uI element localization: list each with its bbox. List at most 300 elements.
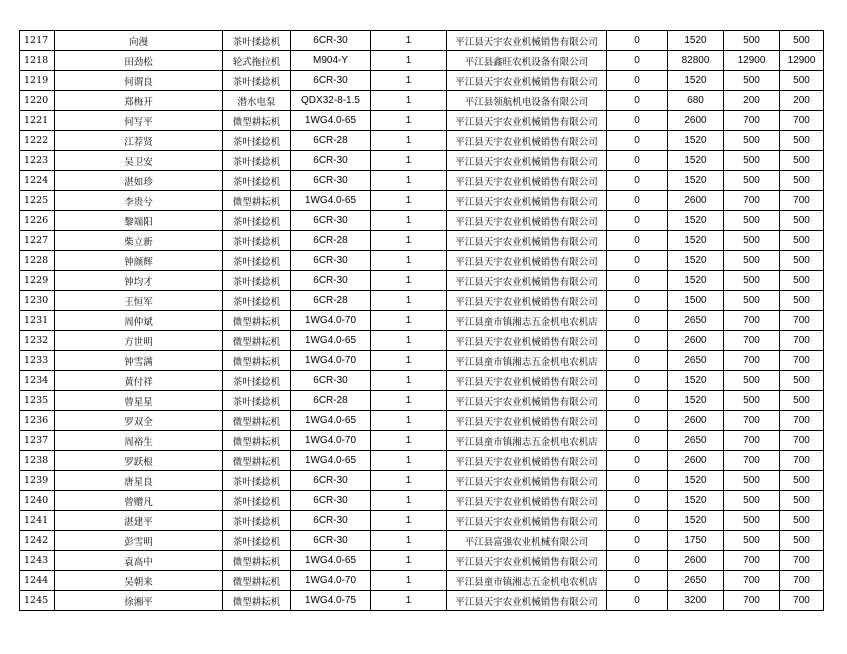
col-7-cell: 0: [607, 111, 668, 131]
machine-type-cell: 茶叶揉捻机: [223, 391, 291, 411]
farmer-name-cell: 郑梅开: [55, 91, 223, 111]
price-cell: 1520: [668, 271, 724, 291]
subsidy-b-cell: 500: [780, 211, 824, 231]
price-cell: 1520: [668, 171, 724, 191]
model-number-cell: 1WG4.0-70: [291, 431, 371, 451]
row-number-cell: 1232: [20, 331, 55, 351]
col-7-cell: 0: [607, 51, 668, 71]
row-number-cell: 1222: [20, 131, 55, 151]
subsidy-b-cell: 500: [780, 231, 824, 251]
quantity-cell: 1: [371, 571, 447, 591]
price-cell: 680: [668, 91, 724, 111]
price-cell: 1520: [668, 231, 724, 251]
col-7-cell: 0: [607, 151, 668, 171]
dealer-name-cell: 平江县天宇农业机械销售有限公司: [447, 471, 607, 491]
col-7-cell: 0: [607, 191, 668, 211]
machine-type-cell: 微型耕耘机: [223, 351, 291, 371]
subsidy-a-cell: 500: [724, 231, 780, 251]
price-cell: 1520: [668, 371, 724, 391]
farmer-name-cell: 方世明: [55, 331, 223, 351]
machine-type-cell: 茶叶揉捻机: [223, 31, 291, 51]
dealer-name-cell: 平江县童市镇湘志五金机电农机店: [447, 311, 607, 331]
table-row: [20, 491, 824, 511]
quantity-cell: 1: [371, 111, 447, 131]
model-number-cell: 6CR-28: [291, 231, 371, 251]
col-7-cell: 0: [607, 331, 668, 351]
col-7-cell: 0: [607, 431, 668, 451]
model-number-cell: 1WG4.0-65: [291, 191, 371, 211]
price-cell: 1520: [668, 511, 724, 531]
machine-type-cell: 茶叶揉捻机: [223, 251, 291, 271]
row-number-cell: 1227: [20, 231, 55, 251]
col-7-cell: 0: [607, 271, 668, 291]
subsidy-b-cell: 700: [780, 411, 824, 431]
dealer-name-cell: 平江县天宇农业机械销售有限公司: [447, 551, 607, 571]
subsidy-a-cell: 700: [724, 591, 780, 611]
table-row: [20, 251, 824, 271]
subsidy-b-cell: 500: [780, 131, 824, 151]
col-7-cell: 0: [607, 211, 668, 231]
subsidy-a-cell: 700: [724, 411, 780, 431]
table-row: [20, 271, 824, 291]
subsidy-a-cell: 500: [724, 471, 780, 491]
dealer-name-cell: 平江县天宇农业机械销售有限公司: [447, 251, 607, 271]
machine-type-cell: 茶叶揉捻机: [223, 471, 291, 491]
farmer-name-cell: 钟均才: [55, 271, 223, 291]
quantity-cell: 1: [371, 451, 447, 471]
col-7-cell: 0: [607, 351, 668, 371]
dealer-name-cell: 平江县天宇农业机械销售有限公司: [447, 31, 607, 51]
table-row: [20, 411, 824, 431]
quantity-cell: 1: [371, 271, 447, 291]
quantity-cell: 1: [371, 291, 447, 311]
subsidy-b-cell: 500: [780, 371, 824, 391]
subsidy-b-cell: 500: [780, 171, 824, 191]
quantity-cell: 1: [371, 531, 447, 551]
price-cell: 2600: [668, 331, 724, 351]
dealer-name-cell: 平江县天宇农业机械销售有限公司: [447, 131, 607, 151]
dealer-name-cell: 平江县天宇农业机械销售有限公司: [447, 411, 607, 431]
machine-type-cell: 微型耕耘机: [223, 191, 291, 211]
row-number-cell: 1238: [20, 451, 55, 471]
price-cell: 1500: [668, 291, 724, 311]
price-cell: 2650: [668, 351, 724, 371]
farmer-name-cell: 田劲松: [55, 51, 223, 71]
price-cell: 1520: [668, 31, 724, 51]
quantity-cell: 1: [371, 511, 447, 531]
row-number-cell: 1228: [20, 251, 55, 271]
col-7-cell: 0: [607, 471, 668, 491]
quantity-cell: 1: [371, 351, 447, 371]
farmer-name-cell: 彭雪明: [55, 531, 223, 551]
subsidy-a-cell: 500: [724, 151, 780, 171]
row-number-cell: 1243: [20, 551, 55, 571]
table-body: [20, 31, 824, 611]
price-cell: 2600: [668, 191, 724, 211]
subsidy-b-cell: 500: [780, 71, 824, 91]
price-cell: 1520: [668, 151, 724, 171]
farmer-name-cell: 吴卫安: [55, 151, 223, 171]
subsidy-b-cell: 500: [780, 151, 824, 171]
farmer-name-cell: 向漫: [55, 31, 223, 51]
col-7-cell: 0: [607, 551, 668, 571]
farmer-name-cell: 吴朝来: [55, 571, 223, 591]
table-row: [20, 211, 824, 231]
machine-type-cell: 茶叶揉捻机: [223, 291, 291, 311]
row-number-cell: 1234: [20, 371, 55, 391]
machine-type-cell: 茶叶揉捻机: [223, 271, 291, 291]
col-7-cell: 0: [607, 31, 668, 51]
farmer-name-cell: 周裕生: [55, 431, 223, 451]
col-7-cell: 0: [607, 411, 668, 431]
row-number-cell: 1229: [20, 271, 55, 291]
table-row: [20, 331, 824, 351]
subsidy-b-cell: 700: [780, 591, 824, 611]
subsidy-b-cell: 700: [780, 571, 824, 591]
machine-type-cell: 微型耕耘机: [223, 591, 291, 611]
row-number-cell: 1242: [20, 531, 55, 551]
subsidy-a-cell: 500: [724, 271, 780, 291]
col-7-cell: 0: [607, 311, 668, 331]
subsidy-a-cell: 500: [724, 491, 780, 511]
table-row: [20, 531, 824, 551]
row-number-cell: 1240: [20, 491, 55, 511]
model-number-cell: 6CR-30: [291, 371, 371, 391]
subsidy-b-cell: 700: [780, 451, 824, 471]
price-cell: 2650: [668, 431, 724, 451]
table-row: [20, 591, 824, 611]
subsidy-b-cell: 700: [780, 311, 824, 331]
price-cell: 1520: [668, 491, 724, 511]
machine-type-cell: 茶叶揉捻机: [223, 491, 291, 511]
farmer-name-cell: 徐湘平: [55, 591, 223, 611]
subsidy-a-cell: 500: [724, 511, 780, 531]
table-row: [20, 71, 824, 91]
farmer-name-cell: 湛如珍: [55, 171, 223, 191]
quantity-cell: 1: [371, 491, 447, 511]
model-number-cell: 6CR-30: [291, 531, 371, 551]
subsidy-a-cell: 500: [724, 171, 780, 191]
table-row: [20, 31, 824, 51]
quantity-cell: 1: [371, 311, 447, 331]
machine-type-cell: 茶叶揉捻机: [223, 131, 291, 151]
farmer-name-cell: 钟颜辉: [55, 251, 223, 271]
subsidy-b-cell: 700: [780, 551, 824, 571]
model-number-cell: 6CR-30: [291, 471, 371, 491]
quantity-cell: 1: [371, 151, 447, 171]
machine-type-cell: 潜水电泵: [223, 91, 291, 111]
col-7-cell: 0: [607, 371, 668, 391]
price-cell: 1520: [668, 211, 724, 231]
machine-type-cell: 茶叶揉捻机: [223, 171, 291, 191]
col-7-cell: 0: [607, 291, 668, 311]
subsidy-a-cell: 700: [724, 551, 780, 571]
price-cell: 2600: [668, 411, 724, 431]
price-cell: 2650: [668, 311, 724, 331]
machine-type-cell: 茶叶揉捻机: [223, 531, 291, 551]
subsidy-a-cell: 500: [724, 31, 780, 51]
price-cell: 1750: [668, 531, 724, 551]
table-row: [20, 371, 824, 391]
row-number-cell: 1219: [20, 71, 55, 91]
price-cell: 2600: [668, 451, 724, 471]
col-7-cell: 0: [607, 511, 668, 531]
dealer-name-cell: 平江县天宇农业机械销售有限公司: [447, 291, 607, 311]
model-number-cell: 1WG4.0-65: [291, 451, 371, 471]
subsidy-a-cell: 500: [724, 211, 780, 231]
dealer-name-cell: 平江县天宇农业机械销售有限公司: [447, 231, 607, 251]
machine-type-cell: 微型耕耘机: [223, 571, 291, 591]
row-number-cell: 1239: [20, 471, 55, 491]
col-7-cell: 0: [607, 171, 668, 191]
model-number-cell: 6CR-30: [291, 271, 371, 291]
farmer-name-cell: 罗跃根: [55, 451, 223, 471]
price-cell: 82800: [668, 51, 724, 71]
subsidy-b-cell: 500: [780, 391, 824, 411]
subsidy-a-cell: 500: [724, 71, 780, 91]
model-number-cell: 1WG4.0-65: [291, 551, 371, 571]
subsidy-a-cell: 700: [724, 571, 780, 591]
subsidy-b-cell: 500: [780, 531, 824, 551]
subsidy-b-cell: 700: [780, 351, 824, 371]
subsidy-a-cell: 500: [724, 131, 780, 151]
subsidy-b-cell: 700: [780, 431, 824, 451]
quantity-cell: 1: [371, 471, 447, 491]
subsidy-b-cell: 700: [780, 331, 824, 351]
farmer-name-cell: 罗双全: [55, 411, 223, 431]
machine-type-cell: 微型耕耘机: [223, 111, 291, 131]
farmer-name-cell: 湛建平: [55, 511, 223, 531]
row-number-cell: 1231: [20, 311, 55, 331]
farmer-name-cell: 李贵兮: [55, 191, 223, 211]
farmer-name-cell: 柴立新: [55, 231, 223, 251]
farmer-name-cell: 唐星良: [55, 471, 223, 491]
col-7-cell: 0: [607, 591, 668, 611]
table-row: [20, 311, 824, 331]
row-number-cell: 1230: [20, 291, 55, 311]
row-number-cell: 1245: [20, 591, 55, 611]
table-row: [20, 391, 824, 411]
subsidy-a-cell: 500: [724, 251, 780, 271]
model-number-cell: 6CR-28: [291, 291, 371, 311]
row-number-cell: 1241: [20, 511, 55, 531]
price-cell: 1520: [668, 391, 724, 411]
table-row: [20, 91, 824, 111]
farmer-name-cell: 袁高中: [55, 551, 223, 571]
dealer-name-cell: 平江县天宇农业机械销售有限公司: [447, 451, 607, 471]
model-number-cell: 6CR-30: [291, 171, 371, 191]
machine-type-cell: 微型耕耘机: [223, 551, 291, 571]
quantity-cell: 1: [371, 371, 447, 391]
table-row: [20, 111, 824, 131]
quantity-cell: 1: [371, 551, 447, 571]
col-7-cell: 0: [607, 71, 668, 91]
dealer-name-cell: 平江县童市镇湘志五金机电农机店: [447, 431, 607, 451]
quantity-cell: 1: [371, 171, 447, 191]
subsidy-b-cell: 500: [780, 291, 824, 311]
model-number-cell: 1WG4.0-75: [291, 591, 371, 611]
farmer-name-cell: 钟雪满: [55, 351, 223, 371]
farmer-name-cell: 何写平: [55, 111, 223, 131]
machine-type-cell: 茶叶揉捻机: [223, 511, 291, 531]
model-number-cell: 6CR-30: [291, 71, 371, 91]
row-number-cell: 1237: [20, 431, 55, 451]
subsidy-b-cell: 200: [780, 91, 824, 111]
price-cell: 1520: [668, 251, 724, 271]
table-row: [20, 51, 824, 71]
farmer-name-cell: 曾星星: [55, 391, 223, 411]
farmer-name-cell: 何谓良: [55, 71, 223, 91]
model-number-cell: 6CR-30: [291, 211, 371, 231]
subsidy-b-cell: 700: [780, 191, 824, 211]
model-number-cell: 6CR-28: [291, 391, 371, 411]
table-row: [20, 511, 824, 531]
subsidy-table: [19, 30, 824, 611]
model-number-cell: 6CR-30: [291, 31, 371, 51]
col-7-cell: 0: [607, 491, 668, 511]
subsidy-b-cell: 500: [780, 491, 824, 511]
subsidy-a-cell: 700: [724, 191, 780, 211]
dealer-name-cell: 平江县天宇农业机械销售有限公司: [447, 191, 607, 211]
model-number-cell: 1WG4.0-70: [291, 351, 371, 371]
farmer-name-cell: 周仲斌: [55, 311, 223, 331]
price-cell: 1520: [668, 131, 724, 151]
model-number-cell: 1WG4.0-65: [291, 331, 371, 351]
farmer-name-cell: 王恒军: [55, 291, 223, 311]
dealer-name-cell: 平江县天宇农业机械销售有限公司: [447, 591, 607, 611]
price-cell: 1520: [668, 71, 724, 91]
quantity-cell: 1: [371, 431, 447, 451]
table-row: [20, 351, 824, 371]
quantity-cell: 1: [371, 131, 447, 151]
table-row: [20, 151, 824, 171]
subsidy-a-cell: 500: [724, 391, 780, 411]
machine-type-cell: 微型耕耘机: [223, 311, 291, 331]
quantity-cell: 1: [371, 411, 447, 431]
subsidy-a-cell: 200: [724, 91, 780, 111]
quantity-cell: 1: [371, 71, 447, 91]
table-row: [20, 571, 824, 591]
row-number-cell: 1223: [20, 151, 55, 171]
quantity-cell: 1: [371, 591, 447, 611]
row-number-cell: 1218: [20, 51, 55, 71]
quantity-cell: 1: [371, 391, 447, 411]
col-7-cell: 0: [607, 91, 668, 111]
price-cell: 2650: [668, 571, 724, 591]
model-number-cell: 1WG4.0-70: [291, 311, 371, 331]
subsidy-a-cell: 700: [724, 351, 780, 371]
subsidy-b-cell: 500: [780, 471, 824, 491]
quantity-cell: 1: [371, 51, 447, 71]
model-number-cell: 6CR-30: [291, 511, 371, 531]
subsidy-b-cell: 500: [780, 271, 824, 291]
quantity-cell: 1: [371, 251, 447, 271]
dealer-name-cell: 平江县天宇农业机械销售有限公司: [447, 271, 607, 291]
row-number-cell: 1221: [20, 111, 55, 131]
quantity-cell: 1: [371, 31, 447, 51]
model-number-cell: 6CR-28: [291, 131, 371, 151]
dealer-name-cell: 平江县领航机电设备有限公司: [447, 91, 607, 111]
price-cell: 2600: [668, 111, 724, 131]
model-number-cell: QDX32-8-1.5: [291, 91, 371, 111]
model-number-cell: 1WG4.0-65: [291, 411, 371, 431]
model-number-cell: 6CR-30: [291, 491, 371, 511]
machine-type-cell: 微型耕耘机: [223, 331, 291, 351]
dealer-name-cell: 平江县天宇农业机械销售有限公司: [447, 111, 607, 131]
col-7-cell: 0: [607, 451, 668, 471]
machine-type-cell: 微型耕耘机: [223, 411, 291, 431]
subsidy-a-cell: 500: [724, 531, 780, 551]
model-number-cell: 1WG4.0-70: [291, 571, 371, 591]
farmer-name-cell: 江荐贤: [55, 131, 223, 151]
machine-type-cell: 轮式拖拉机: [223, 51, 291, 71]
price-cell: 2600: [668, 551, 724, 571]
table-row: [20, 471, 824, 491]
table-row: [20, 191, 824, 211]
machine-type-cell: 茶叶揉捻机: [223, 231, 291, 251]
model-number-cell: 1WG4.0-65: [291, 111, 371, 131]
col-7-cell: 0: [607, 251, 668, 271]
subsidy-b-cell: 12900: [780, 51, 824, 71]
row-number-cell: 1235: [20, 391, 55, 411]
model-number-cell: 6CR-30: [291, 151, 371, 171]
row-number-cell: 1226: [20, 211, 55, 231]
quantity-cell: 1: [371, 91, 447, 111]
row-number-cell: 1217: [20, 31, 55, 51]
price-cell: 1520: [668, 471, 724, 491]
machine-type-cell: 茶叶揉捻机: [223, 71, 291, 91]
farmer-name-cell: 黎端阳: [55, 211, 223, 231]
subsidy-b-cell: 700: [780, 111, 824, 131]
row-number-cell: 1224: [20, 171, 55, 191]
table-row: [20, 291, 824, 311]
col-7-cell: 0: [607, 231, 668, 251]
table-row: [20, 451, 824, 471]
dealer-name-cell: 平江县童市镇湘志五金机电农机店: [447, 571, 607, 591]
table-row: [20, 551, 824, 571]
machine-type-cell: 茶叶揉捻机: [223, 151, 291, 171]
dealer-name-cell: 平江县天宇农业机械销售有限公司: [447, 171, 607, 191]
dealer-name-cell: 平江县天宇农业机械销售有限公司: [447, 371, 607, 391]
subsidy-a-cell: 12900: [724, 51, 780, 71]
quantity-cell: 1: [371, 211, 447, 231]
subsidy-b-cell: 500: [780, 31, 824, 51]
machine-type-cell: 微型耕耘机: [223, 451, 291, 471]
table-row: [20, 431, 824, 451]
quantity-cell: 1: [371, 191, 447, 211]
col-7-cell: 0: [607, 571, 668, 591]
subsidy-a-cell: 700: [724, 451, 780, 471]
subsidy-a-cell: 500: [724, 291, 780, 311]
dealer-name-cell: 平江县天宇农业机械销售有限公司: [447, 331, 607, 351]
model-number-cell: 6CR-30: [291, 251, 371, 271]
table-row: [20, 231, 824, 251]
row-number-cell: 1225: [20, 191, 55, 211]
price-cell: 3200: [668, 591, 724, 611]
subsidy-b-cell: 500: [780, 251, 824, 271]
subsidy-a-cell: 700: [724, 431, 780, 451]
model-number-cell: M904-Y: [291, 51, 371, 71]
row-number-cell: 1244: [20, 571, 55, 591]
machine-type-cell: 微型耕耘机: [223, 431, 291, 451]
col-7-cell: 0: [607, 531, 668, 551]
dealer-name-cell: 平江县天宇农业机械销售有限公司: [447, 391, 607, 411]
table-row: [20, 131, 824, 151]
quantity-cell: 1: [371, 231, 447, 251]
dealer-name-cell: 平江县天宇农业机械销售有限公司: [447, 211, 607, 231]
row-number-cell: 1236: [20, 411, 55, 431]
dealer-name-cell: 平江县富强农业机械有限公司: [447, 531, 607, 551]
